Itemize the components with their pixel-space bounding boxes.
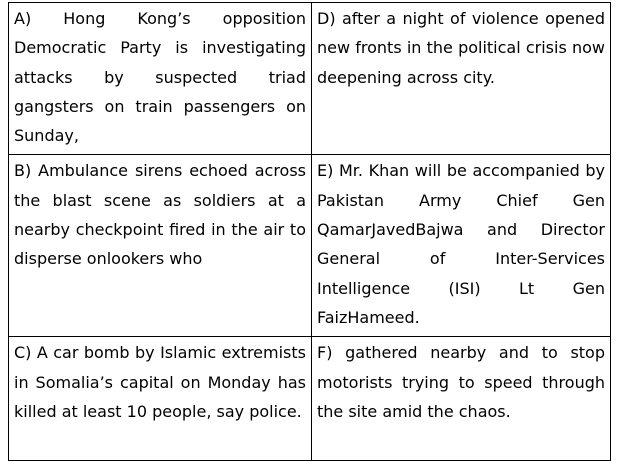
table-cell-a: A) Hong Kong’s opposition Democratic Party is investigating attacks by suspected triad gangsters on train passengers on Sunday, [9, 3, 312, 155]
table-row [9, 155, 611, 337]
table-cell-b: B) Ambulance sirens echoed across the blast scene as soldiers at a nearby checkpoint fired in the air to disperse onlookers who [9, 155, 312, 337]
table-cell-e: E) Mr. Khan will be accompanied by Pakistan Army Chief Gen QamarJavedBajwa and Director General of Inter-Services Intelligence (ISI) Lt Gen FaizHameed. [312, 155, 611, 337]
table-row [9, 337, 611, 461]
table-cell-d: D) after a night of violence opened new fronts in the political crisis now deepening across city. [312, 3, 611, 155]
table-cell-f: F) gathered nearby and to stop motorists trying to speed through the site amid the chaos. [312, 337, 611, 461]
table-cell-c: C) A car bomb by Islamic extremists in Somalia’s capital on Monday has killed at least 10 people, say police. [9, 337, 312, 461]
table-row [9, 3, 611, 155]
matching-table [8, 2, 611, 461]
